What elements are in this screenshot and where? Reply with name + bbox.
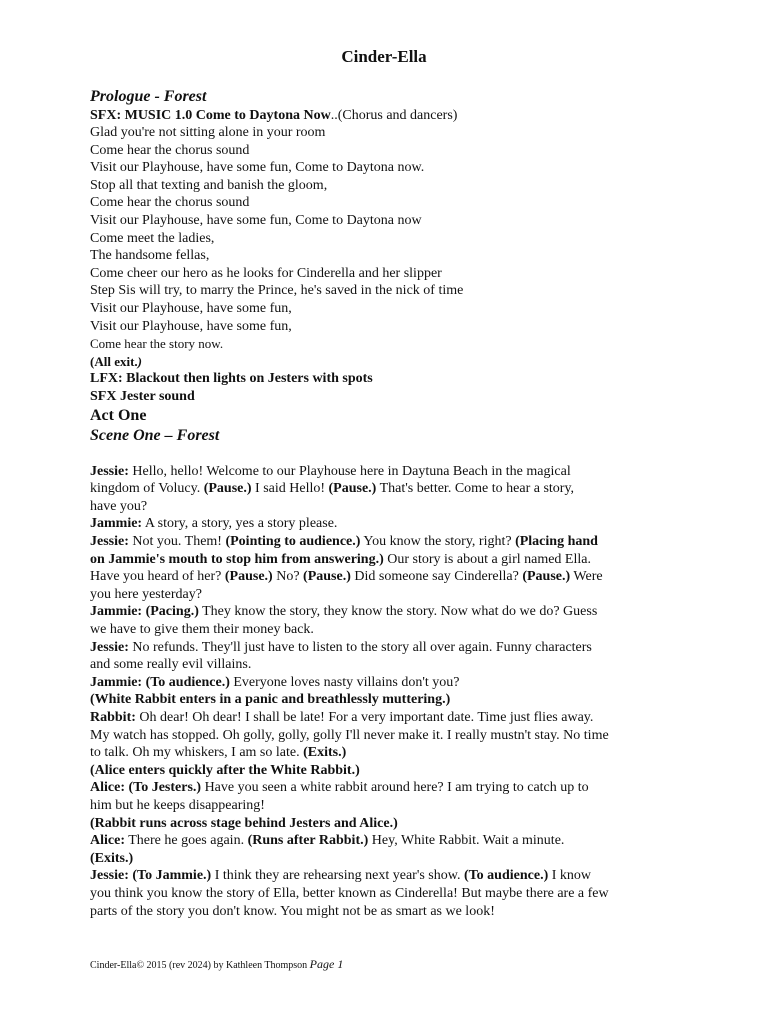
dialogue-line: and some really evil villains.: [90, 657, 252, 673]
stage-direction: on Jammie's mouth to stop him from answering.): [90, 551, 384, 567]
lyric-line: Visit our Playhouse, have some fun, Come to Daytona now.: [90, 160, 425, 176]
dialogue-line: Alice: There he goes again. (Runs after Rabbit.) Hey, White Rabbit. Wait a minute.: [90, 833, 565, 849]
dialogue-line: parts of the story you don't know. You might not be as smart as we look!: [90, 903, 495, 919]
stage-direction: (Pause.): [203, 481, 252, 497]
lyric-line: Come meet the ladies,: [90, 230, 215, 246]
page-number: Page 1: [309, 957, 344, 971]
page-title: Cinder-Ella: [341, 47, 427, 66]
speaker-name: Jessie:: [90, 534, 129, 550]
stage-direction: (All exit.): [90, 353, 142, 369]
sfx-music-cue: [90, 107, 680, 125]
lyric-line: Visit our Playhouse, have some fun,: [90, 301, 292, 317]
stage-direction: (To Jesters.): [128, 780, 202, 796]
speaker-name: Jessie:: [90, 868, 129, 884]
lyric-line: Step Sis will try, to marry the Prince, he's saved in the nick of time: [90, 283, 464, 299]
lyric-line: Visit our Playhouse, have some fun, Come to Daytona now: [90, 213, 422, 229]
stage-direction: (Runs after Rabbit.): [247, 833, 369, 849]
stage-direction: (Pause.): [224, 569, 273, 585]
speaker-name: Jammie:: [90, 604, 143, 620]
dialogue-line: Jessie: No refunds. They'll just have to listen to the story all over again. Funny characters: [90, 639, 592, 655]
stage-direction: (Exits.): [303, 745, 347, 761]
dialogue-line: Jammie: (Pacing.) They know the story, they know the story. Now what do we do? Guess: [90, 604, 598, 620]
speaker-name: Jammie:: [90, 674, 143, 690]
dialogue: [90, 463, 680, 920]
speaker-name: Jammie:: [90, 516, 143, 532]
stage-direction: (Rabbit runs across stage behind Jesters and Alice.): [90, 815, 398, 831]
sfx-jester-cue: SFX Jester sound: [90, 389, 195, 404]
lyric-line: Come hear the chorus sound: [90, 195, 250, 211]
lyric-line: Come hear the chorus sound: [90, 142, 250, 158]
dialogue-line: Jessie: Hello, hello! Welcome to our Playhouse here in Daytuna Beach in the magical: [90, 463, 571, 479]
dialogue-line: you here yesterday?: [90, 586, 202, 602]
lyric-line: Glad you're not sitting alone in your room: [90, 125, 326, 141]
lyric-line: Come cheer our hero as he looks for Cinderella and her slipper: [90, 265, 442, 281]
lyric-line: Come hear the story now.: [90, 336, 224, 352]
stage-direction: (Pause.): [328, 481, 377, 497]
script-body: [90, 87, 680, 920]
stage-direction: (Alice enters quickly after the White Rabbit.): [90, 762, 360, 778]
song-lyrics: [90, 124, 680, 353]
speaker-name: Alice:: [90, 833, 125, 849]
dialogue-line: on Jammie's mouth to stop him from answering.) Our story is about a girl named Ella.: [90, 551, 591, 567]
dialogue-line: Have you heard of her? (Pause.) No? (Pause.) Did someone say Cinderella? (Pause.) Were: [90, 569, 603, 585]
dialogue-line: kingdom of Volucy. (Pause.) I said Hello! (Pause.) That's better. Come to hear a story,: [90, 481, 575, 497]
sfx-music-note: ..(Chorus and dancers): [330, 107, 458, 123]
speaker-name: Jessie:: [90, 463, 129, 479]
stage-direction: (Pause.): [303, 569, 351, 585]
lyric-line: Visit our Playhouse, have some fun,: [90, 318, 292, 334]
stage-direction: (To audience.): [145, 674, 230, 690]
stage-direction: (To Jammie.): [132, 868, 212, 884]
dialogue-line: him but he keeps disappearing!: [90, 797, 265, 813]
dialogue-line: My watch has stopped. Oh golly, golly, golly I'll never make it. I really mustn't stay. No time: [90, 727, 609, 743]
speaker-name: Alice:: [90, 780, 125, 796]
footer-copyright: Cinder-Ella© 2015 (rev 2024) by Kathleen Thompson: [90, 960, 310, 971]
stage-direction: (Placing hand: [515, 534, 598, 550]
act-heading: Act One: [90, 406, 147, 424]
dialogue-line: Jammie: A story, a story, yes a story please.: [90, 516, 338, 532]
dialogue-line: Jammie: (To audience.) Everyone loves nasty villains don't you?: [90, 674, 460, 690]
lfx-cue: LFX: Blackout then lights on Jesters with spots: [90, 371, 373, 387]
stage-direction: (Pointing to audience.): [225, 534, 361, 550]
stage-direction: (Pacing.): [145, 604, 199, 620]
stage-direction: (To audience.): [463, 868, 549, 884]
dialogue-line: have you?: [90, 498, 148, 514]
stage-direction: (Exits.): [90, 850, 134, 866]
speaker-name: Rabbit:: [90, 710, 136, 725]
dialogue-line: to talk. Oh my whiskers, I am so late. (Exits.): [90, 745, 347, 761]
lyric-line: Stop all that texting and banish the gloom,: [90, 177, 328, 193]
stage-direction: (White Rabbit enters in a panic and breathlessly muttering.): [90, 692, 451, 708]
dialogue-line: Jessie: (To Jammie.) I think they are rehearsing next year's show. (To audience.) I know: [90, 868, 592, 884]
dialogue-line: Jessie: Not you. Them! (Pointing to audience.) You know the story, right? (Placing hand: [90, 534, 598, 550]
dialogue-line: you think you know the story of Ella, better known as Cinderella! But maybe there are a few: [90, 885, 609, 901]
sfx-music-label: SFX: MUSIC 1.0 Come to Daytona Now: [90, 107, 331, 123]
scene-heading: Scene One – Forest: [90, 426, 220, 444]
dialogue-line: Alice: (To Jesters.) Have you seen a white rabbit around here? I am trying to catch up to: [90, 780, 589, 796]
stage-direction: (Pause.): [522, 569, 571, 585]
page-footer: [90, 957, 343, 973]
prologue-heading: Prologue - Forest: [90, 88, 207, 105]
blank-line: [90, 445, 680, 463]
dialogue-line: we have to give them their money back.: [90, 622, 314, 638]
speaker-name: Jessie:: [90, 639, 129, 655]
dialogue-line: Rabbit: Oh dear! Oh dear! I shall be late! For a very important date. Time just flies away.: [90, 710, 594, 725]
lyric-line: The handsome fellas,: [90, 248, 210, 264]
